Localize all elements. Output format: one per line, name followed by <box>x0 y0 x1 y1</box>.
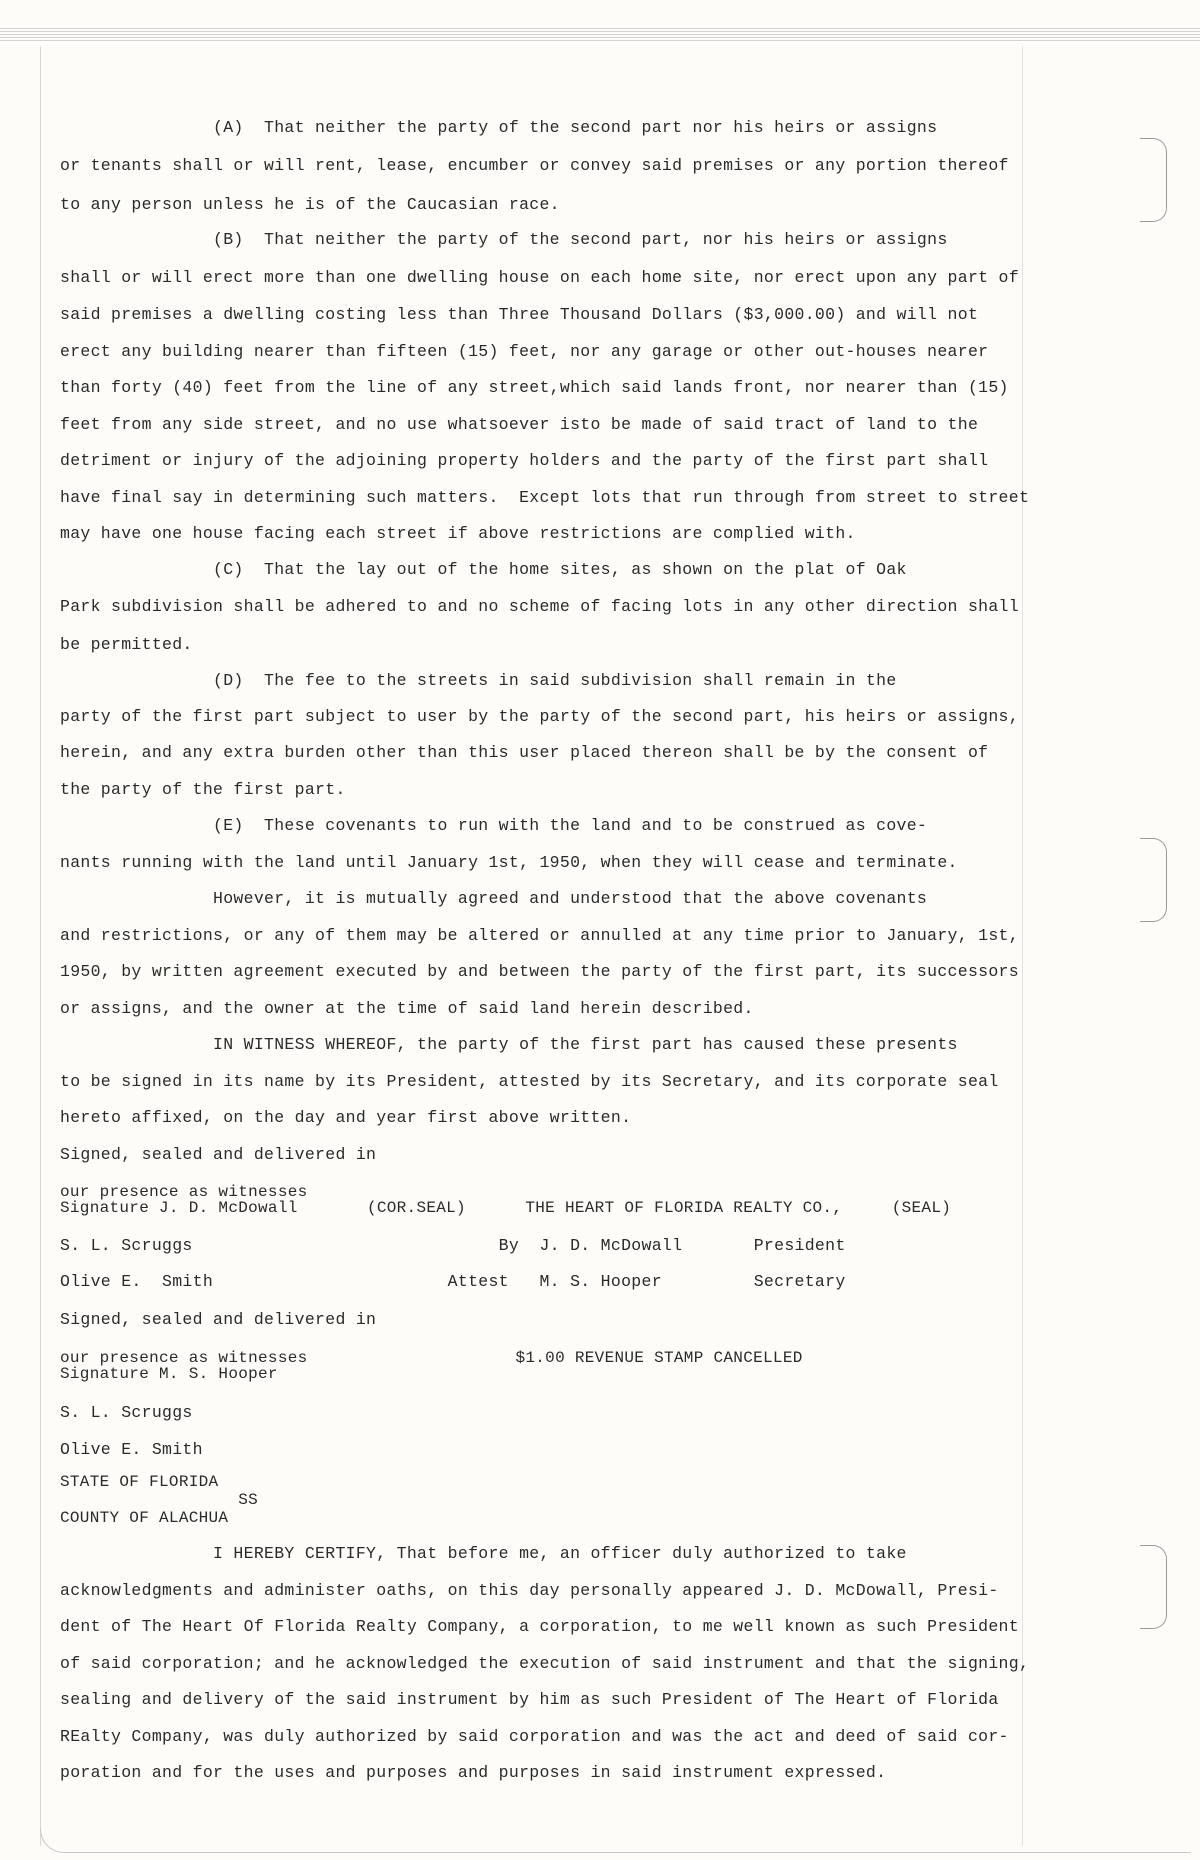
text-line: However, it is mutually agreed and understood that the above covenants <box>60 889 928 908</box>
right-fold-line <box>1022 46 1023 1846</box>
left-fold-line <box>40 46 41 1846</box>
text-line: party of the first part subject to user by the party of the second part, his heirs or assigns, <box>60 707 1019 726</box>
text-line: the party of the first part. <box>60 780 346 799</box>
signature-line: Olive E. Smith Attest M. S. Hooper Secretary <box>60 1272 846 1291</box>
text-line: (C) That the lay out of the home sites, as shown on the plat of Oak <box>60 560 907 579</box>
text-line: erect any building nearer than fifteen (15) feet, nor any garage or other out-houses nearer <box>60 342 989 361</box>
signature-line: Olive E. Smith <box>60 1440 203 1459</box>
signature-line: Signature M. S. Hooper <box>60 1365 278 1383</box>
signature-line: Signature J. D. McDowall (COR.SEAL) THE HEART OF FLORIDA REALTY CO., (SEAL) <box>60 1199 952 1217</box>
bottom-page-curl <box>40 1828 1191 1853</box>
venue-ss: SS <box>60 1491 259 1509</box>
text-line: sealing and delivery of the said instrument by him as such President of The Heart of Florida <box>60 1690 999 1709</box>
text-line: IN WITNESS WHEREOF, the party of the first part has caused these presents <box>60 1035 958 1054</box>
text-line: or assigns, and the owner at the time of said land herein described. <box>60 999 754 1018</box>
signature-line: S. L. Scruggs <box>60 1403 193 1422</box>
signature-line: S. L. Scruggs By J. D. McDowall President <box>60 1236 846 1255</box>
venue-state: STATE OF FLORIDA <box>60 1473 219 1491</box>
venue-county: COUNTY OF ALACHUA <box>60 1509 229 1527</box>
text-line: to be signed in its name by its President, attested by its Secretary, and its corporate seal <box>60 1072 999 1091</box>
text-line: and restrictions, or any of them may be altered or annulled at any time prior to January, 1st, <box>60 926 1019 945</box>
text-line: or tenants shall or will rent, lease, encumber or convey said premises or any portion thereof <box>60 156 1009 175</box>
text-line: REalty Company, was duly authorized by said corporation and was the act and deed of said cor- <box>60 1727 1009 1746</box>
text-line: poration and for the uses and purposes and purposes in said instrument expressed. <box>60 1763 887 1782</box>
text-line: 1950, by written agreement executed by and between the party of the first part, its successors <box>60 962 1019 981</box>
witness-heading: our presence as witnesses $1.00 REVENUE STAMP CANCELLED <box>60 1349 803 1367</box>
text-line: herein, and any extra burden other than this user placed thereon shall be by the consent of <box>60 743 989 762</box>
text-line: have final say in determining such matters. Except lots that run through from street to street <box>60 488 1030 507</box>
text-line: Signed, sealed and delivered in <box>60 1145 377 1164</box>
text-line: (D) The fee to the streets in said subdivision shall remain in the <box>60 671 897 690</box>
text-line: shall or will erect more than one dwelling house on each home site, nor erect upon any part of <box>60 268 1019 287</box>
text-line: said premises a dwelling costing less than Three Thousand Dollars ($3,000.00) and will not <box>60 305 979 324</box>
text-line: I HEREBY CERTIFY, That before me, an officer duly authorized to take <box>60 1544 907 1563</box>
text-line: to any person unless he is of the Caucasian race. <box>60 195 560 214</box>
binder-hole-bottom <box>1140 1545 1167 1629</box>
text-line: of said corporation; and he acknowledged the execution of said instrument and that the signing, <box>60 1654 1030 1673</box>
text-line: nants running with the land until January 1st, 1950, when they will cease and terminate. <box>60 853 958 872</box>
text-line: acknowledgments and administer oaths, on this day personally appeared J. D. McDowall, Presi- <box>60 1581 999 1600</box>
witness-heading: our presence as witnesses <box>60 1183 308 1201</box>
text-line: (B) That neither the party of the second part, nor his heirs or assigns <box>60 230 948 249</box>
text-line: be permitted. <box>60 635 193 654</box>
binder-hole-middle <box>1140 838 1167 922</box>
page-top-edge <box>0 28 1200 42</box>
text-line: (A) That neither the party of the second part nor his heirs or assigns <box>60 118 938 137</box>
text-line: (E) These covenants to run with the land and to be construed as cove- <box>60 816 928 835</box>
text-line: may have one house facing each street if above restrictions are complied with. <box>60 524 856 543</box>
text-line: hereto affixed, on the day and year first above written. <box>60 1108 632 1127</box>
text-line: Signed, sealed and delivered in <box>60 1310 377 1329</box>
text-line: dent of The Heart Of Florida Realty Company, a corporation, to me well known as such President <box>60 1617 1019 1636</box>
text-line: Park subdivision shall be adhered to and no scheme of facing lots in any other direction shall <box>60 597 1019 616</box>
text-line: than forty (40) feet from the line of any street,which said lands front, nor nearer than (15) <box>60 378 1009 397</box>
text-line: feet from any side street, and no use whatsoever isto be made of said tract of land to the <box>60 415 979 434</box>
text-line: detriment or injury of the adjoining property holders and the party of the first part shall <box>60 451 989 470</box>
binder-hole-top <box>1140 138 1167 222</box>
